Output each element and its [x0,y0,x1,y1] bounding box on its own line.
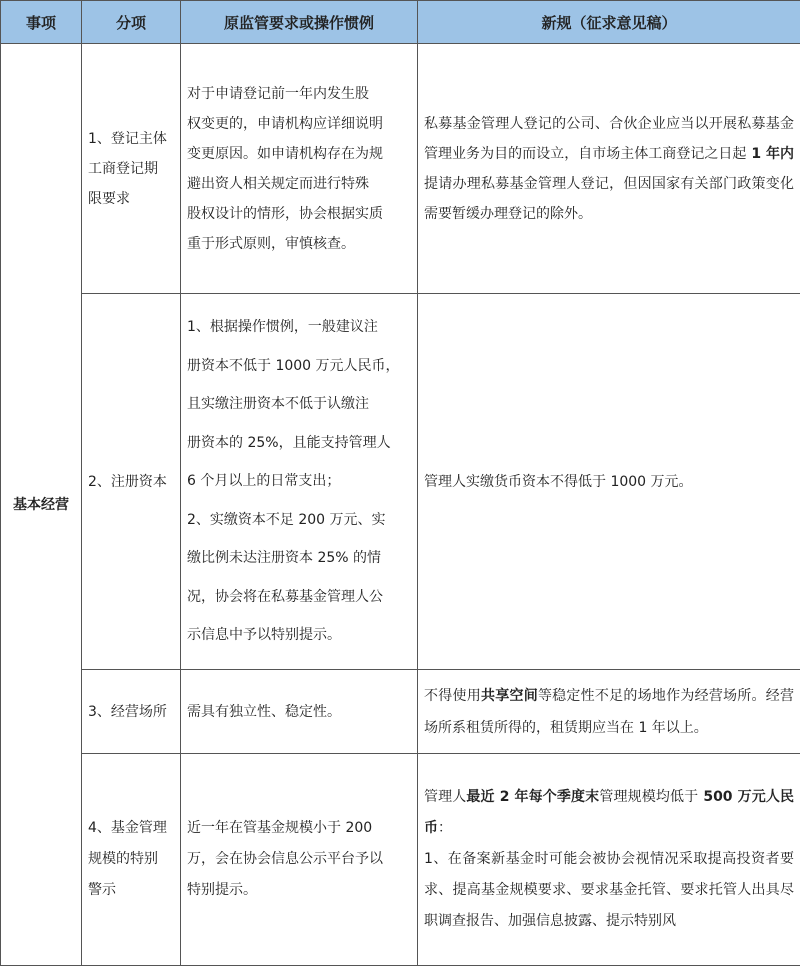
old-line: 示信息中予以特别提示。 [187,616,411,655]
new-text: 管理规模均低于 [599,789,698,805]
new-text: 提请办理私募基金管理人登记，但因国家有关部门政策变化需要暂缓办理登记的除外。 [424,176,794,222]
new-text-emphasis: 500 万元人民币 [424,789,794,836]
table-header-row [1,1,800,44]
old-line: 近一年在管基金规模小于 200 [187,813,411,844]
new-text: 等稳定性不足的场地作为经营场所。经营场所系租赁所得的，租赁期应当在 1 年以上。 [424,688,794,736]
subitem-line: 4、基金管理 [88,813,174,844]
old-line: 避出资人相关规定而进行特殊 [187,169,411,199]
subitem-line: 规模的特别 [88,844,174,875]
old-requirement-cell [181,44,418,294]
subitem-cell [82,44,181,294]
header-topic: 事项 [1,1,82,44]
old-line: 变更原因。如申请机构存在为规 [187,139,411,169]
new-text: 管理人 [424,789,466,805]
new-text: ： [438,820,452,836]
old-line: 重于形式原则，审慎核查。 [187,229,411,259]
subitem-line: 3、经营场所 [88,697,174,727]
old-requirement-cell [181,670,418,754]
table-row [1,44,800,294]
old-line: 万，会在协会信息公示平台予以 [187,844,411,875]
old-line: 册资本不低于 1000 万元人民币， [187,347,411,386]
new-paragraph [424,782,794,844]
subitem-cell [82,294,181,670]
subitem-line: 工商登记期 [88,154,174,184]
old-line: 权变更的，申请机构应详细说明 [187,109,411,139]
old-line: 2、实缴资本不足 200 万元、实 [187,501,411,540]
new-text: 管理人实缴货币资本不得低于 1000 万元。 [424,474,693,490]
table-row [1,670,800,754]
new-text: 私募基金管理人登记的公司、合伙企业应当以开展私募基金管理业务为目的而设立，自市场主体工商登记之日起 [424,116,794,162]
subitem-cell [82,754,181,966]
old-line: 特别提示。 [187,875,411,906]
old-line: 缴比例未达注册资本 25% 的情 [187,539,411,578]
new-text-emphasis: 1 年内 [746,146,794,162]
header-new-rule: 新规（征求意见稿） [418,1,800,44]
subitem-line: 2、注册资本 [88,467,174,497]
old-line: 需具有独立性、稳定性。 [187,697,411,727]
new-rule-cell [418,670,800,754]
subitem-line: 限要求 [88,184,174,214]
header-old-requirement: 原监管要求或操作惯例 [181,1,418,44]
old-requirement-cell [181,294,418,670]
subitem-line: 警示 [88,875,174,906]
old-line: 且实缴注册资本不低于认缴注 [187,385,411,424]
old-line: 1、根据操作惯例，一般建议注 [187,308,411,347]
new-rule-cell [418,44,800,294]
new-rule-cell [418,294,800,670]
old-line: 股权设计的情形，协会根据实质 [187,199,411,229]
new-paragraph: 1、在备案新基金时可能会被协会视情况采取提高投资者要求、提高基金规模要求、要求基金托管、要求托管人出具尽职调查报告、加强信息披露、提示特别风 [424,844,794,937]
old-line: 况，协会将在私募基金管理人公 [187,578,411,617]
new-text-emphasis: 共享空间 [481,688,538,704]
subitem-line: 1、登记主体 [88,124,174,154]
old-line: 册资本的 25%，且能支持管理人 [187,424,411,463]
subitem-cell [82,670,181,754]
header-subitem: 分项 [82,1,181,44]
old-line: 6 个月以上的日常支出； [187,462,411,501]
new-text-emphasis: 最近 2 年每个季度末 [466,789,599,805]
old-requirement-cell [181,754,418,966]
table-row [1,754,800,966]
table-row [1,294,800,670]
old-line: 对于申请登记前一年内发生股 [187,79,411,109]
topic-cell: 基本经营 [1,44,82,966]
new-rule-cell [418,754,800,966]
new-text: 不得使用 [424,688,481,704]
